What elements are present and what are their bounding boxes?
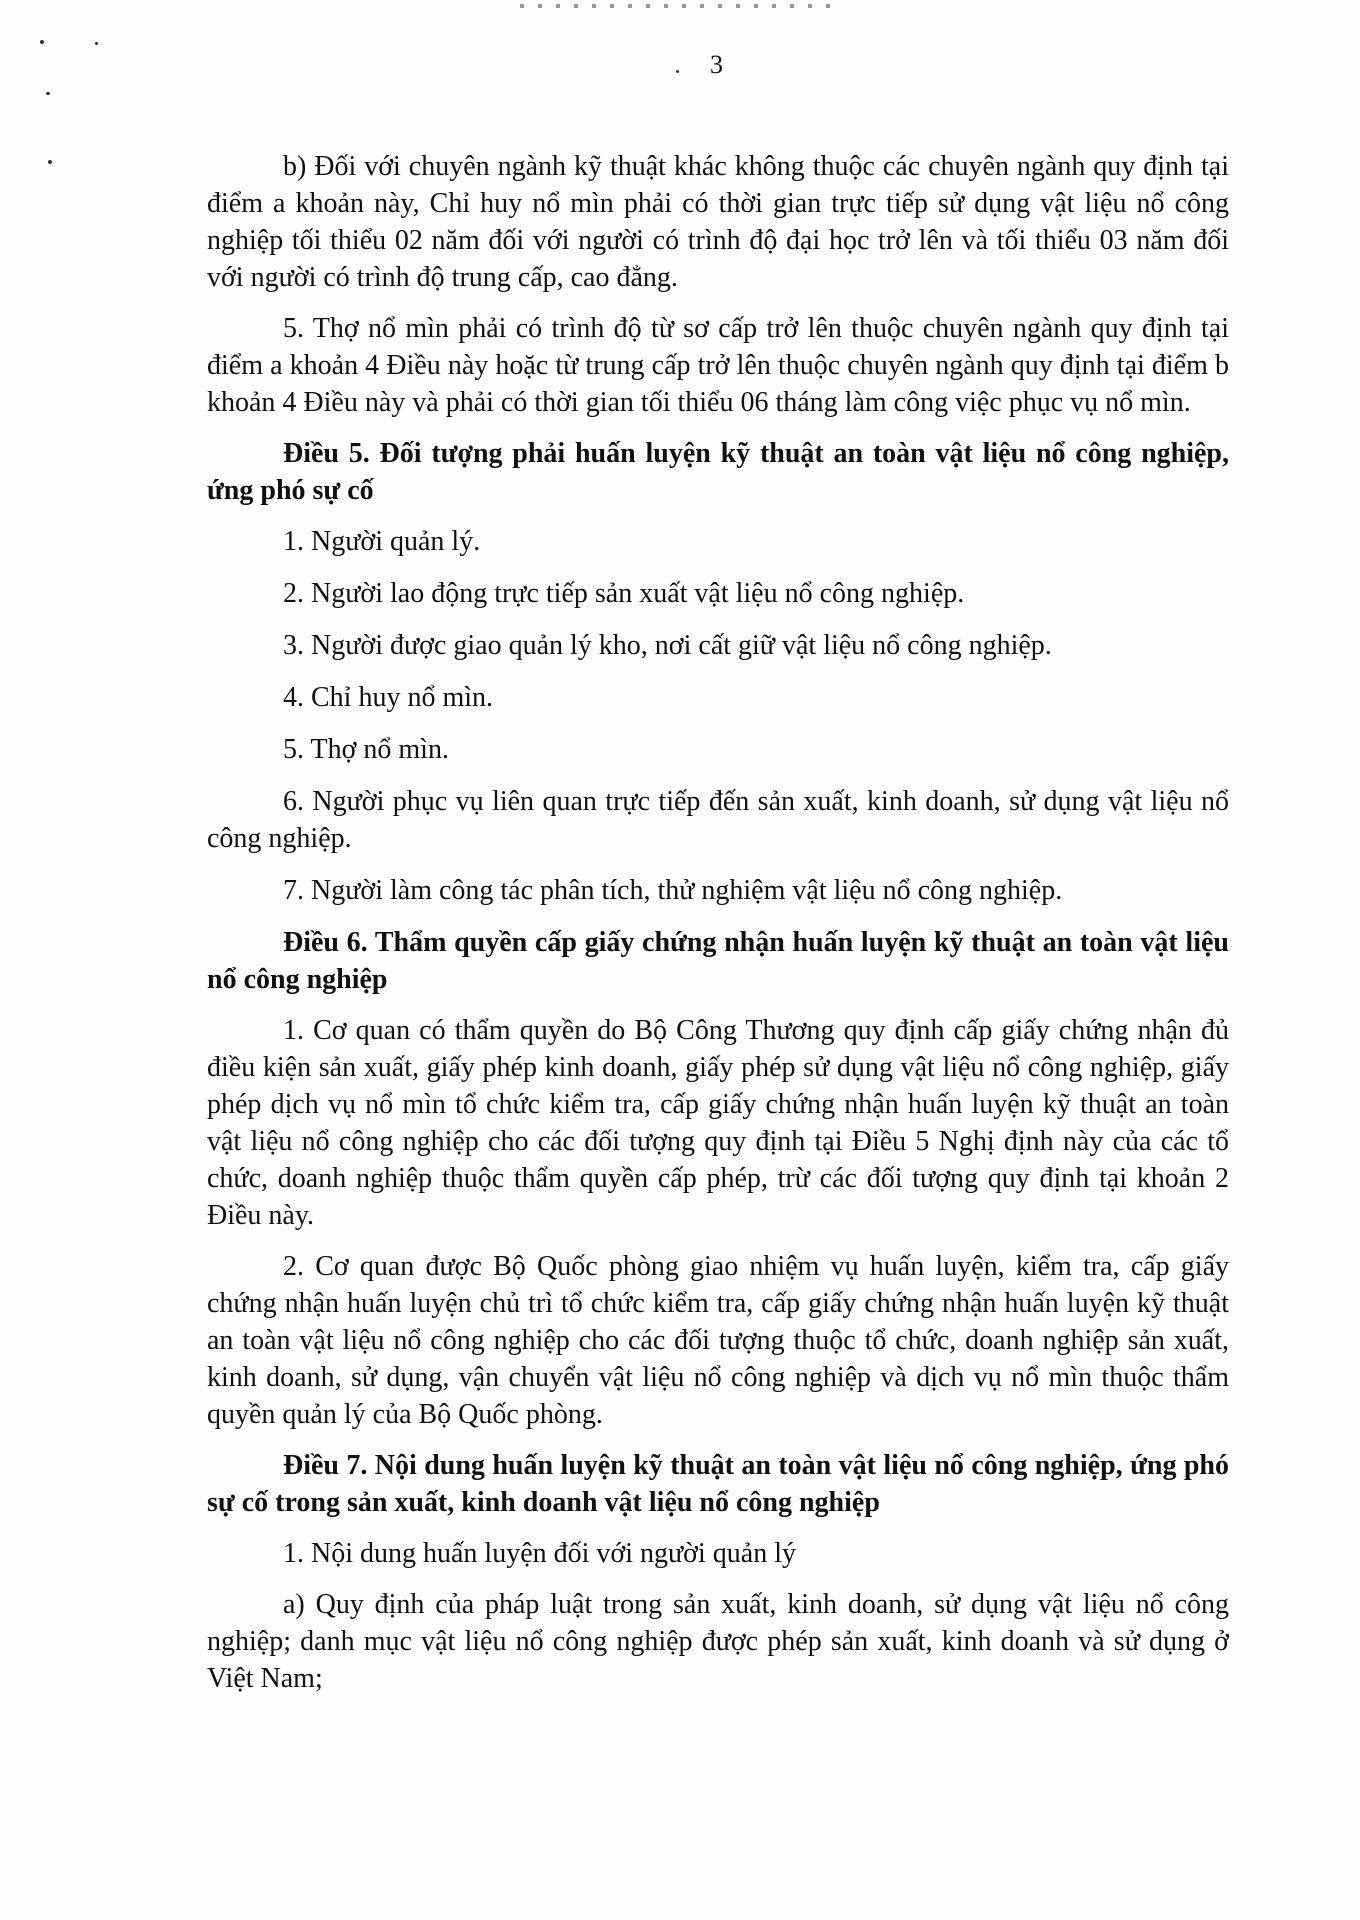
scan-speck: [46, 92, 50, 95]
article-5-item-3: 3. Người được giao quản lý kho, nơi cất giữ vật liệu nổ công nghiệp.: [283, 630, 1052, 661]
scan-speck: [95, 42, 98, 45]
scan-speck: [40, 40, 44, 44]
article-7-paragraph-1: 1. Nội dung huấn luyện đối với người quản lý: [283, 1538, 796, 1569]
document-body: [207, 148, 1229, 1711]
paragraph-4b: b) Đối với chuyên ngành kỹ thuật khác không thuộc các chuyên ngành quy định tại điểm a khoản này, Chỉ huy nổ mìn phải có thời gian trực tiếp sử dụng vật liệu nổ công nghiệp tối thiểu 02 năm đối với người có trình độ đại học trở lên và tối thiểu 03 năm đối với người có trình độ trung cấp, cao đẳng.: [207, 151, 1229, 293]
page-number: 3: [710, 50, 723, 79]
article-7-paragraph-1a: a) Quy định của pháp luật trong sản xuất, kinh doanh, sử dụng vật liệu nổ công nghiệp; danh mục vật liệu nổ công nghiệp được phép sản xuất, kinh doanh và sử dụng ở Việt Nam;: [207, 1589, 1229, 1694]
article-5-title: Điều 5. Đối tượng phải huấn luyện kỹ thuật an toàn vật liệu nổ công nghiệp, ứng phó sự cố: [207, 438, 1229, 506]
paragraph-5: 5. Thợ nổ mìn phải có trình độ từ sơ cấp trở lên thuộc chuyên ngành quy định tại điểm a khoản 4 Điều này hoặc từ trung cấp trở lên thuộc chuyên ngành quy định tại điểm b khoản 4 Điều này và phải có thời gian tối thiểu 06 tháng làm công việc phục vụ nổ mìn.: [207, 313, 1229, 418]
article-6-title: Điều 6. Thẩm quyền cấp giấy chứng nhận huấn luyện kỹ thuật an toàn vật liệu nổ công nghiệp: [207, 927, 1229, 995]
article-5-item-2: 2. Người lao động trực tiếp sản xuất vật liệu nổ công nghiệp.: [283, 578, 965, 609]
article-5-item-4: 4. Chỉ huy nổ mìn.: [283, 682, 494, 713]
article-5-item-6: 6. Người phục vụ liên quan trực tiếp đến sản xuất, kinh doanh, sử dụng vật liệu nổ công nghiệp.: [207, 786, 1229, 854]
article-6-paragraph-1: 1. Cơ quan có thẩm quyền do Bộ Công Thương quy định cấp giấy chứng nhận đủ điều kiện sản xuất, giấy phép kinh doanh, giấy phép sử dụng vật liệu nổ công nghiệp, giấy phép dịch vụ nổ mìn tổ chức kiểm tra, cấp giấy chứng nhận huấn luyện kỹ thuật an toàn vật liệu nổ công nghiệp cho các đối tượng quy định tại Điều 5 Nghị định này của các tổ chức, doanh nghiệp thuộc thẩm quyền cấp phép, trừ các đối tượng quy định tại khoản 2 Điều này.: [207, 1015, 1229, 1231]
scan-speck: [676, 70, 679, 73]
scan-artifact: [520, 4, 830, 8]
article-6-paragraph-2: 2. Cơ quan được Bộ Quốc phòng giao nhiệm vụ huấn luyện, kiểm tra, cấp giấy chứng nhận huấn luyện chủ trì tổ chức kiểm tra, cấp giấy chứng nhận huấn luyện kỹ thuật an toàn vật liệu nổ công nghiệp cho các đối tượng thuộc tổ chức, doanh nghiệp sản xuất, kinh doanh, sử dụng, vận chuyển vật liệu nổ công nghiệp và dịch vụ nổ mìn thuộc thẩm quyền quản lý của Bộ Quốc phòng.: [207, 1251, 1229, 1430]
scan-speck: [48, 160, 52, 164]
article-7-title: Điều 7. Nội dung huấn luyện kỹ thuật an toàn vật liệu nổ công nghiệp, ứng phó sự cố trong sản xuất, kinh doanh vật liệu nổ công nghiệp: [207, 1450, 1229, 1518]
article-5-item-5: 5. Thợ nổ mìn.: [283, 734, 449, 765]
article-5-item-7: 7. Người làm công tác phân tích, thử nghiệm vật liệu nổ công nghiệp.: [283, 875, 1063, 906]
article-5-item-1: 1. Người quản lý.: [283, 526, 481, 557]
